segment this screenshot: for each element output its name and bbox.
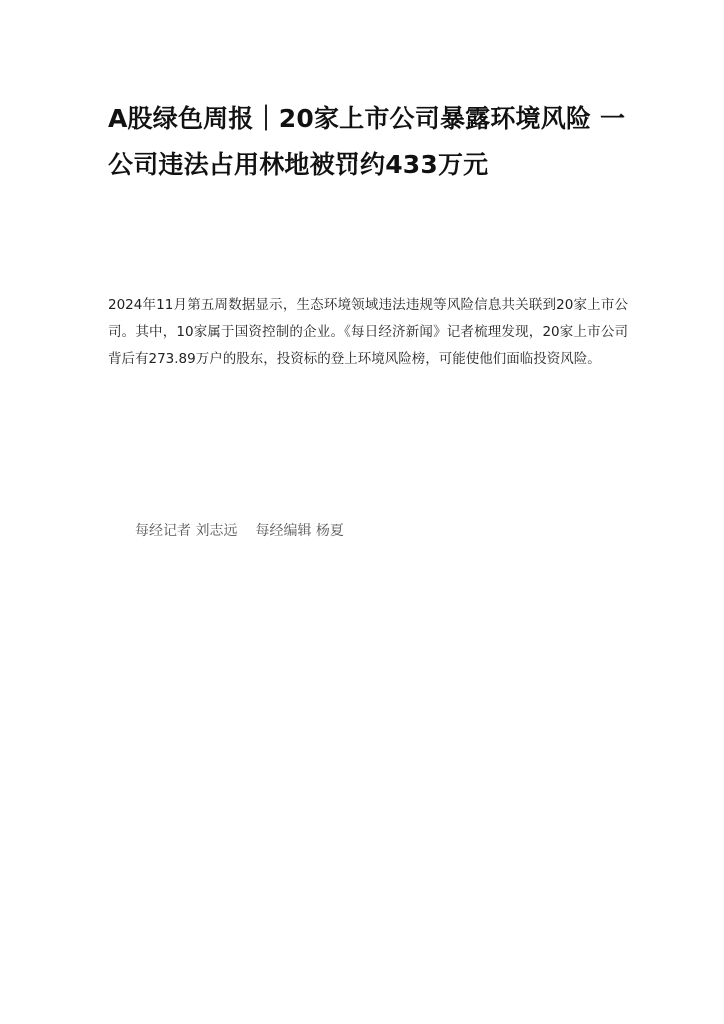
editor-credit: 每经编辑 杨夏 — [255, 523, 344, 539]
article-title: A股绿色周报｜20家上市公司暴露环境风险 一公司违法占用林地被罚约433万元 — [108, 104, 626, 179]
article-lead-paragraph: 2024年11月第五周数据显示，生态环境领域违法违规等风险信息共关联到20家上市公司。其中，10家属于国资控制的企业。《每日经济新闻》记者梳理发现，20家上市公司背后有273.89万户的股东，投资标的登上环境风险榜，可能使他们面临投资风险。 — [108, 297, 628, 367]
reporter-credit: 每经记者 刘志远 — [135, 523, 238, 539]
article-byline — [135, 518, 344, 544]
